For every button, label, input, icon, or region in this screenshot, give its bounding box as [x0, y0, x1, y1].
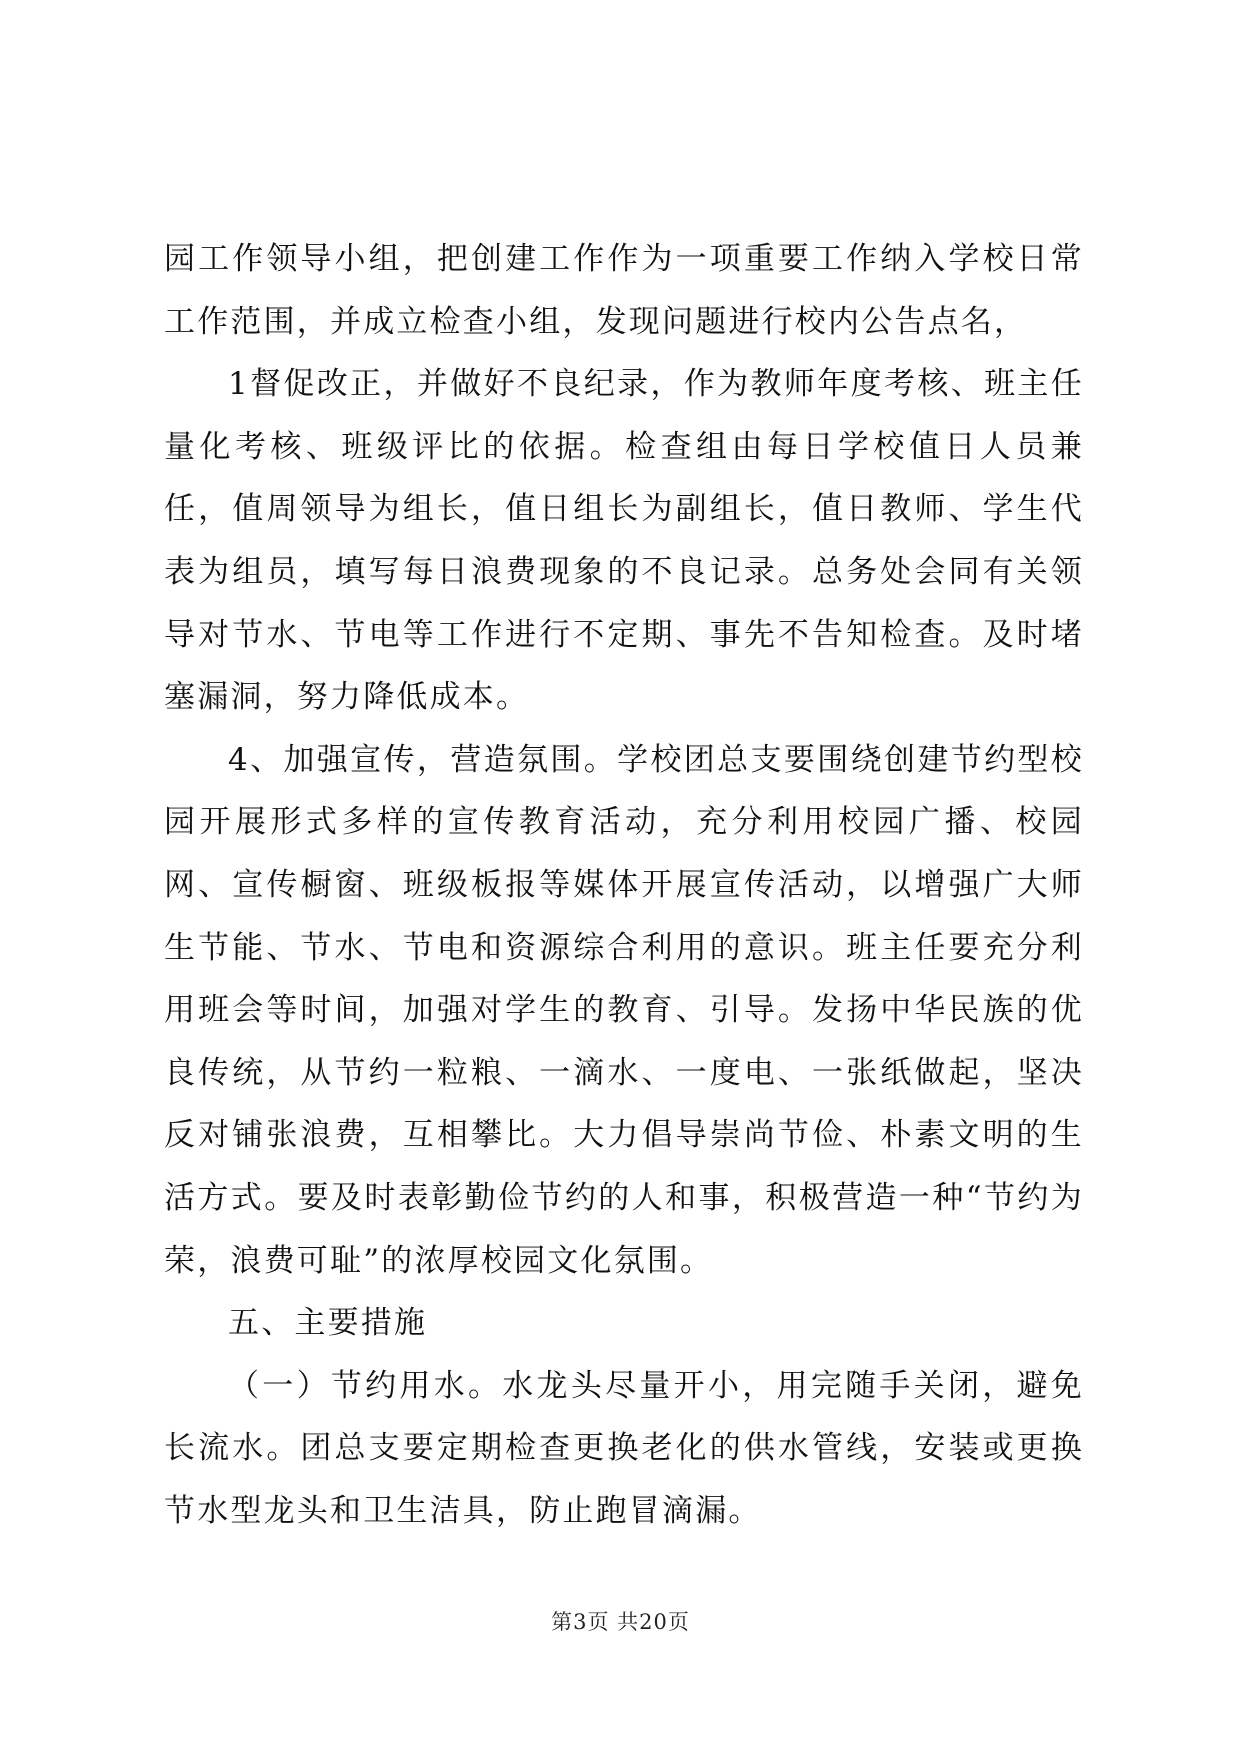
section-heading-main-measures: 五、主要措施: [228, 1305, 428, 1342]
page-footer: 第3页 共20页: [551, 1610, 690, 1634]
paragraph-publicity: 4、加强宣传，营造氛围。学校团总支要围绕创建节约型校园开展形式多样的宣传教育活动，充分利用校园广播、校园网、宣传橱窗、班级板报等媒体开展宣传活动，以增强广大师生节能、节水、节电和资源综合利用的意识。班主任要充分利用班会等时间，加强对学生的教育、引导。发扬中华民族的优良传统，从节约一粒粮、一滴水、一度电、一张纸做起，坚决反对铺张浪费，互相攀比。大力倡导崇尚节俭、朴素文明的生活方式。要及时表彰勤俭节约的人和事，积极营造一种“节约为荣，浪费可耻”的浓厚校园文化氛围。: [164, 741, 1084, 1279]
document-body: [164, 228, 1084, 1542]
paragraph-water-saving: （一）节约用水。水龙头尽量开小，用完随手关闭，避免长流水。团总支要定期检查更换老化的供水管线，安装或更换节水型龙头和卫生洁具，防止跑冒滴漏。: [164, 1367, 1084, 1529]
paragraph-continuation: 园工作领导小组，把创建工作作为一项重要工作纳入学校日常工作范围，并成立检查小组，发现问题进行校内公告点名，: [164, 241, 1084, 340]
paragraph-supervision: 1督促改正，并做好不良纪录，作为教师年度考核、班主任量化考核、班级评比的依据。检查组由每日学校值日人员兼任，值周领导为组长，值日组长为副组长，值日教师、学生代表为组员，填写每日浪费现象的不良记录。总务处会同有关领导对节水、节电等工作进行不定期、事先不告知检查。及时堵塞漏洞，努力降低成本。: [164, 366, 1084, 716]
